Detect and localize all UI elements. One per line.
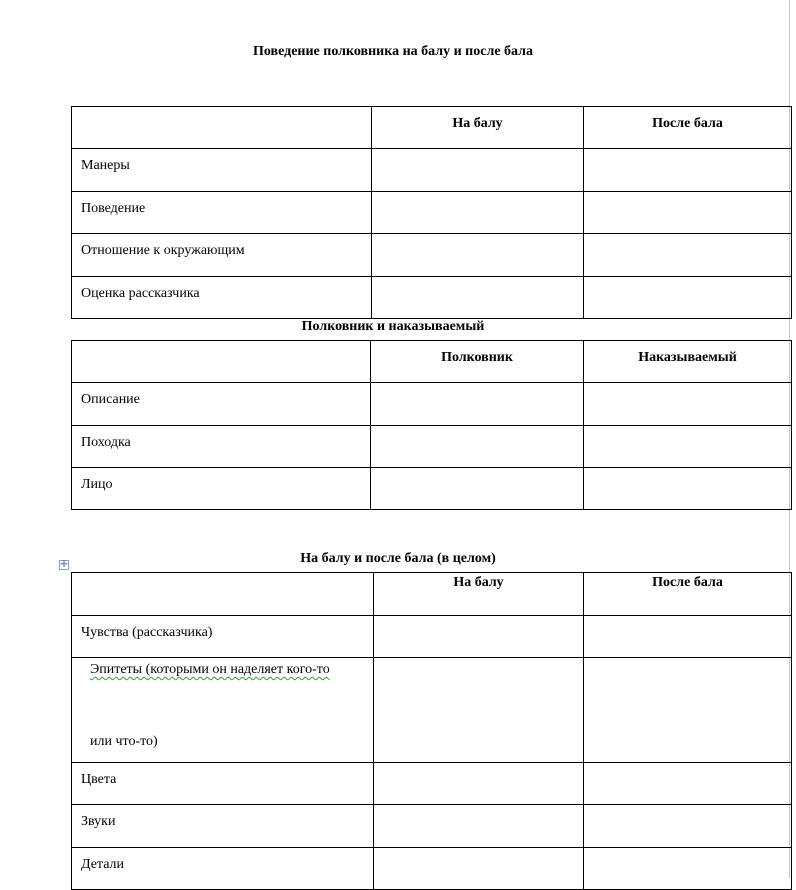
table-row xyxy=(72,277,792,319)
row-label: Лицо xyxy=(72,468,371,510)
empty-cell[interactable] xyxy=(584,426,792,468)
empty-cell[interactable] xyxy=(584,277,792,319)
row-label-epithets xyxy=(72,658,374,763)
table-header-row xyxy=(72,107,792,149)
empty-cell[interactable] xyxy=(374,658,584,763)
header-cell-empty xyxy=(72,107,372,149)
row-label: Детали xyxy=(72,848,374,890)
header-cell-after-ball: После бала xyxy=(584,107,792,149)
empty-cell[interactable] xyxy=(584,805,792,848)
table-row xyxy=(72,383,792,426)
table-row xyxy=(72,658,792,763)
empty-cell[interactable] xyxy=(374,616,584,658)
empty-cell[interactable] xyxy=(584,234,792,277)
empty-cell[interactable] xyxy=(584,616,792,658)
row-label: Чувства (рассказчика) xyxy=(72,616,374,658)
table-row xyxy=(72,234,792,277)
empty-cell[interactable] xyxy=(374,763,584,805)
table1-title: Поведение полковника на балу и после бала xyxy=(252,44,534,59)
empty-cell[interactable] xyxy=(584,468,792,510)
row-label-line: или что-то) xyxy=(90,734,158,749)
row-label: Походка xyxy=(72,426,371,468)
header-cell-punished: Наказываемый xyxy=(584,341,792,383)
table-row xyxy=(72,192,792,234)
empty-cell[interactable] xyxy=(372,277,584,319)
header-cell-after-ball: После бала xyxy=(584,573,792,616)
row-label: Отношение к окружающим xyxy=(72,234,372,277)
table-header-row xyxy=(72,341,792,383)
row-label: Описание xyxy=(72,383,371,426)
empty-cell[interactable] xyxy=(584,763,792,805)
empty-cell[interactable] xyxy=(372,234,584,277)
table-header-row xyxy=(72,573,792,616)
empty-cell[interactable] xyxy=(372,149,584,192)
header-cell-empty xyxy=(72,573,374,616)
row-label: Оценка рассказчика xyxy=(72,277,372,319)
table-ball-behavior xyxy=(71,106,792,319)
empty-cell[interactable] xyxy=(371,468,584,510)
row-label: Поведение xyxy=(72,192,372,234)
empty-cell[interactable] xyxy=(374,848,584,890)
table3-title: На балу и после бала (в целом) xyxy=(300,551,496,566)
empty-cell[interactable] xyxy=(371,383,584,426)
empty-cell[interactable] xyxy=(371,426,584,468)
header-cell-at-ball: На балу xyxy=(374,573,584,616)
table-colonel-and-punished xyxy=(71,340,792,510)
table-ball-overall xyxy=(71,572,792,890)
row-label: Звуки xyxy=(72,805,374,848)
empty-cell[interactable] xyxy=(374,805,584,848)
empty-cell[interactable] xyxy=(584,192,792,234)
empty-cell[interactable] xyxy=(584,149,792,192)
row-label: Манеры xyxy=(72,149,372,192)
table-row xyxy=(72,763,792,805)
table-row xyxy=(72,848,792,890)
move-arrows-icon[interactable]: ✛ xyxy=(60,560,68,570)
header-cell-colonel: Полковник xyxy=(371,341,584,383)
header-cell-at-ball: На балу xyxy=(372,107,584,149)
header-cell-empty xyxy=(72,341,371,383)
row-label-line: Эпитеты (которыми он наделяет кого-то xyxy=(90,662,330,677)
table2-title: Полковник и наказываемый xyxy=(301,319,485,334)
table-row xyxy=(72,468,792,510)
empty-cell[interactable] xyxy=(584,658,792,763)
table-row xyxy=(72,426,792,468)
empty-cell[interactable] xyxy=(372,192,584,234)
table-row xyxy=(72,149,792,192)
empty-cell[interactable] xyxy=(584,383,792,426)
empty-cell[interactable] xyxy=(584,848,792,890)
row-label: Цвета xyxy=(72,763,374,805)
table-row xyxy=(72,805,792,848)
